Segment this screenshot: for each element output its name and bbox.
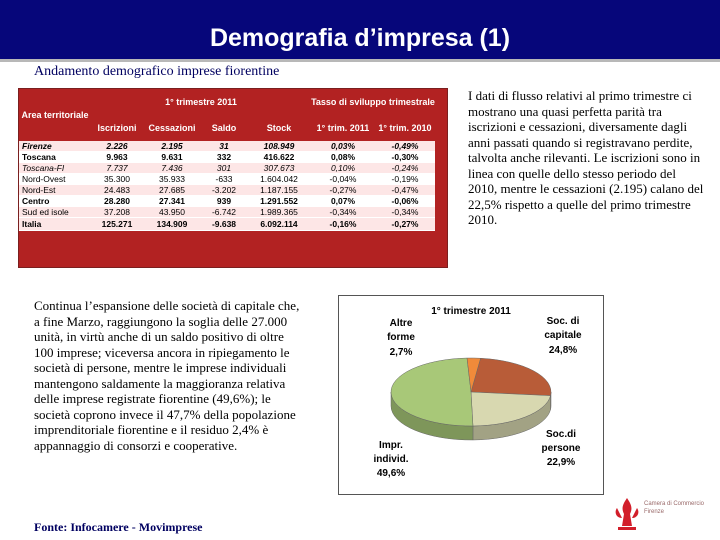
table-row [19,152,435,163]
cell: 301 [201,163,247,174]
cell: -0,30% [375,152,435,163]
cell: -0,04% [311,174,375,185]
col-header: 1° trim. 2011 [316,123,370,133]
cell: 31 [201,141,247,152]
slice-value: 49,6% [376,468,406,479]
slice-label: individ. [373,454,409,465]
cell: 0,03% [311,141,375,152]
col-header: Saldo [211,123,237,133]
cell: 0,10% [311,163,375,174]
slice-value: 22,9% [546,457,576,468]
cell: 332 [201,152,247,163]
col-header: Iscrizioni [97,123,137,133]
table-row [19,141,435,152]
cell: 108.949 [247,141,311,152]
right-paragraph: I dati di flusso relativi al primo trimestre ci mostrano una quasi perfetta parità tra iscrizioni e cessazioni, diversamente dagli anni passati quando si registravano perdite, talvolta anche rilevanti. Le iscrizioni sono in linea con quelle dello stesso periodo del 2010, mentre le cessazioni (2.195) calano del 22,5% rispetto a quelle del primo trimestre 2010. [468,88,704,227]
demography-table [18,88,448,268]
cell: 416.622 [247,152,311,163]
cell: -0,06% [375,196,435,207]
logo-text [644,500,704,516]
cell: 2.195 [143,141,201,152]
col-header-area: Area territoriale [21,110,89,120]
slice-value: 2,7% [389,347,413,358]
cell: -633 [201,174,247,185]
slice-label: Soc.di [545,429,577,440]
table-row [19,163,435,174]
title-bar [0,0,720,62]
cell: 134.909 [143,218,201,231]
cell: 7.737 [91,163,143,174]
cell: 6.092.114 [247,218,311,231]
table-row [19,196,435,207]
table-row [19,207,435,218]
cell: 24.483 [91,185,143,196]
source-note: Fonte: Infocamere - Movimprese [34,520,203,534]
cell: -0,34% [375,207,435,218]
cell: 1.989.365 [247,207,311,218]
cell: -0,47% [375,185,435,196]
chamber-logo [612,494,712,534]
col-group-growth: Tasso di sviluppo trimestrale [311,97,435,107]
slice-value: 24,8% [548,345,578,356]
cell-area: Firenze [19,141,91,152]
cell: 9.963 [91,152,143,163]
slice-label: persone [541,443,581,454]
cell: 0,07% [311,196,375,207]
cell: -3.202 [201,185,247,196]
pie-slices [391,358,551,440]
cell-area: Toscana [19,152,91,163]
chart-title: 1° trimestre 2011 [431,306,511,317]
cell: 939 [201,196,247,207]
pie-chart-svg [339,296,605,496]
subtitle: Andamento demografico imprese fiorentine [34,64,280,79]
table-row [19,185,435,196]
cell: 28.280 [91,196,143,207]
cell: 43.950 [143,207,201,218]
cell-area: Italia [19,218,91,231]
cell: 9.631 [143,152,201,163]
col-header: Cessazioni [148,123,196,133]
slice-label: Soc. di [546,316,580,327]
left-paragraph: Continua l’espansione delle società di capitale che, a fine Marzo, raggiungono la soglia delle 27.000 unità, in virtù anche di un saldo positivo di oltre 100 imprese; viceversa ancora in ripiegamento le società di persone, mentre le imprese individuali mantengono saldamente la maggioranza relativa delle imprese registrate fiorentine (49,6%); le società coprono invece il 47,7% della popolazione imprenditoriale fiorentine e il residuo 2,4% è appannaggio di consorzi e cooperative. [34,298,300,453]
col-group-q1: 1° trimestre 2011 [165,97,237,107]
table-row-total [19,218,435,231]
cell: 1.291.552 [247,196,311,207]
cell: -0,27% [375,218,435,231]
col-header: Stock [266,123,292,133]
table-row [19,174,435,185]
cell: 37.208 [91,207,143,218]
cell: 0,08% [311,152,375,163]
cell: -0,49% [375,141,435,152]
cell-area: Sud ed isole [19,207,91,218]
cell: -6.742 [201,207,247,218]
cell: -9.638 [201,218,247,231]
slice-label: Impr. [379,440,403,451]
cell: 27.341 [143,196,201,207]
slice-label: Altre [389,318,413,329]
slice-label: forme [387,332,415,343]
cell: 2.226 [91,141,143,152]
cell: -0,16% [311,218,375,231]
cell: 35.933 [143,174,201,185]
slice-label: capitale [544,330,582,341]
cell: -0,27% [311,185,375,196]
cell-area: Nord-Est [19,185,91,196]
lily-icon [612,494,642,532]
cell: 35.300 [91,174,143,185]
cell: 1.187.155 [247,185,311,196]
cell: 125.271 [91,218,143,231]
logo-line1: Camera di Commercio [644,501,705,507]
col-header: 1° trim. 2010 [378,123,432,133]
cell: 27.685 [143,185,201,196]
cell: 7.436 [143,163,201,174]
cell: 1.604.042 [247,174,311,185]
logo-line2: Firenze [644,509,665,515]
cell-area: Toscana-FI [19,163,91,174]
cell: 307.673 [247,163,311,174]
cell: -0,24% [375,163,435,174]
cell: -0,19% [375,174,435,185]
pie-chart [338,295,604,495]
pie-slice [471,358,551,395]
cell-area: Centro [19,196,91,207]
cell: -0,34% [311,207,375,218]
slide-title: Demografia d’impresa (1) [209,24,511,52]
cell-area: Nord-Ovest [19,174,91,185]
